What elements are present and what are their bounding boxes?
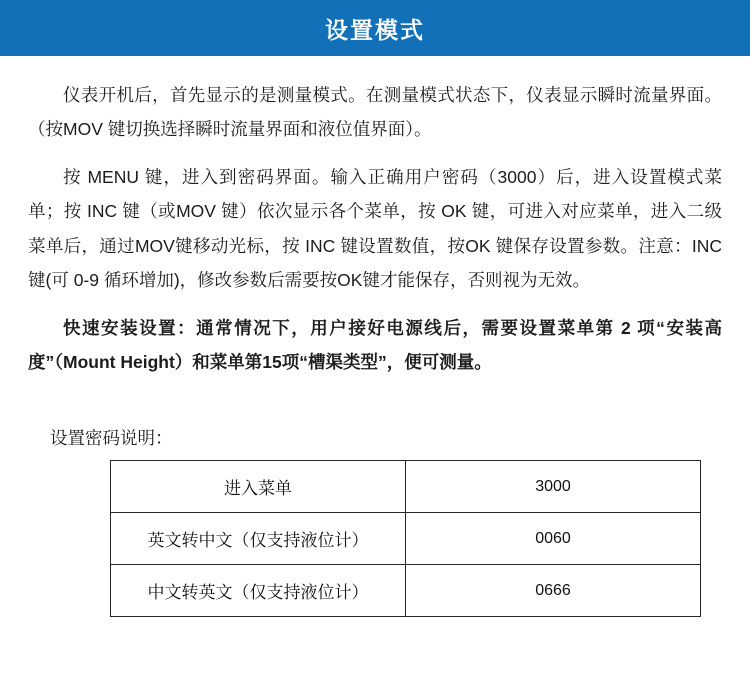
table-cell-value: 0060 (406, 513, 701, 565)
table-cell-value: 3000 (406, 461, 701, 513)
table-row (111, 513, 701, 565)
table-cell-label: 进入菜单 (111, 461, 406, 513)
password-table (110, 460, 701, 617)
paragraph-measure-mode: 仪表开机后，首先显示的是测量模式。在测量模式状态下，仪表显示瞬时流量界面。（按MOV 键切换选择瞬时流量界面和液位值界面）。 (28, 85, 722, 140)
table-row (111, 461, 701, 513)
document-body (0, 56, 750, 617)
section-title-bar (0, 0, 750, 56)
table-row (111, 565, 701, 617)
paragraph-menu-operation: 按 MENU 键，进入到密码界面。输入正确用户密码（3000）后，进入设置模式菜单；按 INC 键（或MOV 键）依次显示各个菜单，按 OK 键，可进入对应菜单，进入二级菜单后，通过MOV键移动光标，按 INC 键设置数值，按OK 键保存设置参数。注意：INC 键(可 0-9 循环增加)，修改参数后需要按OK键才能保存，否则视为无效。 (28, 167, 722, 290)
paragraph-quick-install: 快速安装设置：通常情况下，用户接好电源线后，需要设置菜单第 2 项“安装高度”（Mount Height）和菜单第15项“槽渠类型”，便可测量。 (28, 317, 722, 372)
table-cell-label: 中文转英文（仅支持液位计） (111, 565, 406, 617)
table-cell-label: 英文转中文（仅支持液位计） (111, 513, 406, 565)
table-caption: 设置密码说明： (50, 428, 173, 448)
table-cell-value: 0666 (406, 565, 701, 617)
page-title: 设置模式 (325, 16, 425, 43)
password-table-wrapper (110, 460, 722, 617)
